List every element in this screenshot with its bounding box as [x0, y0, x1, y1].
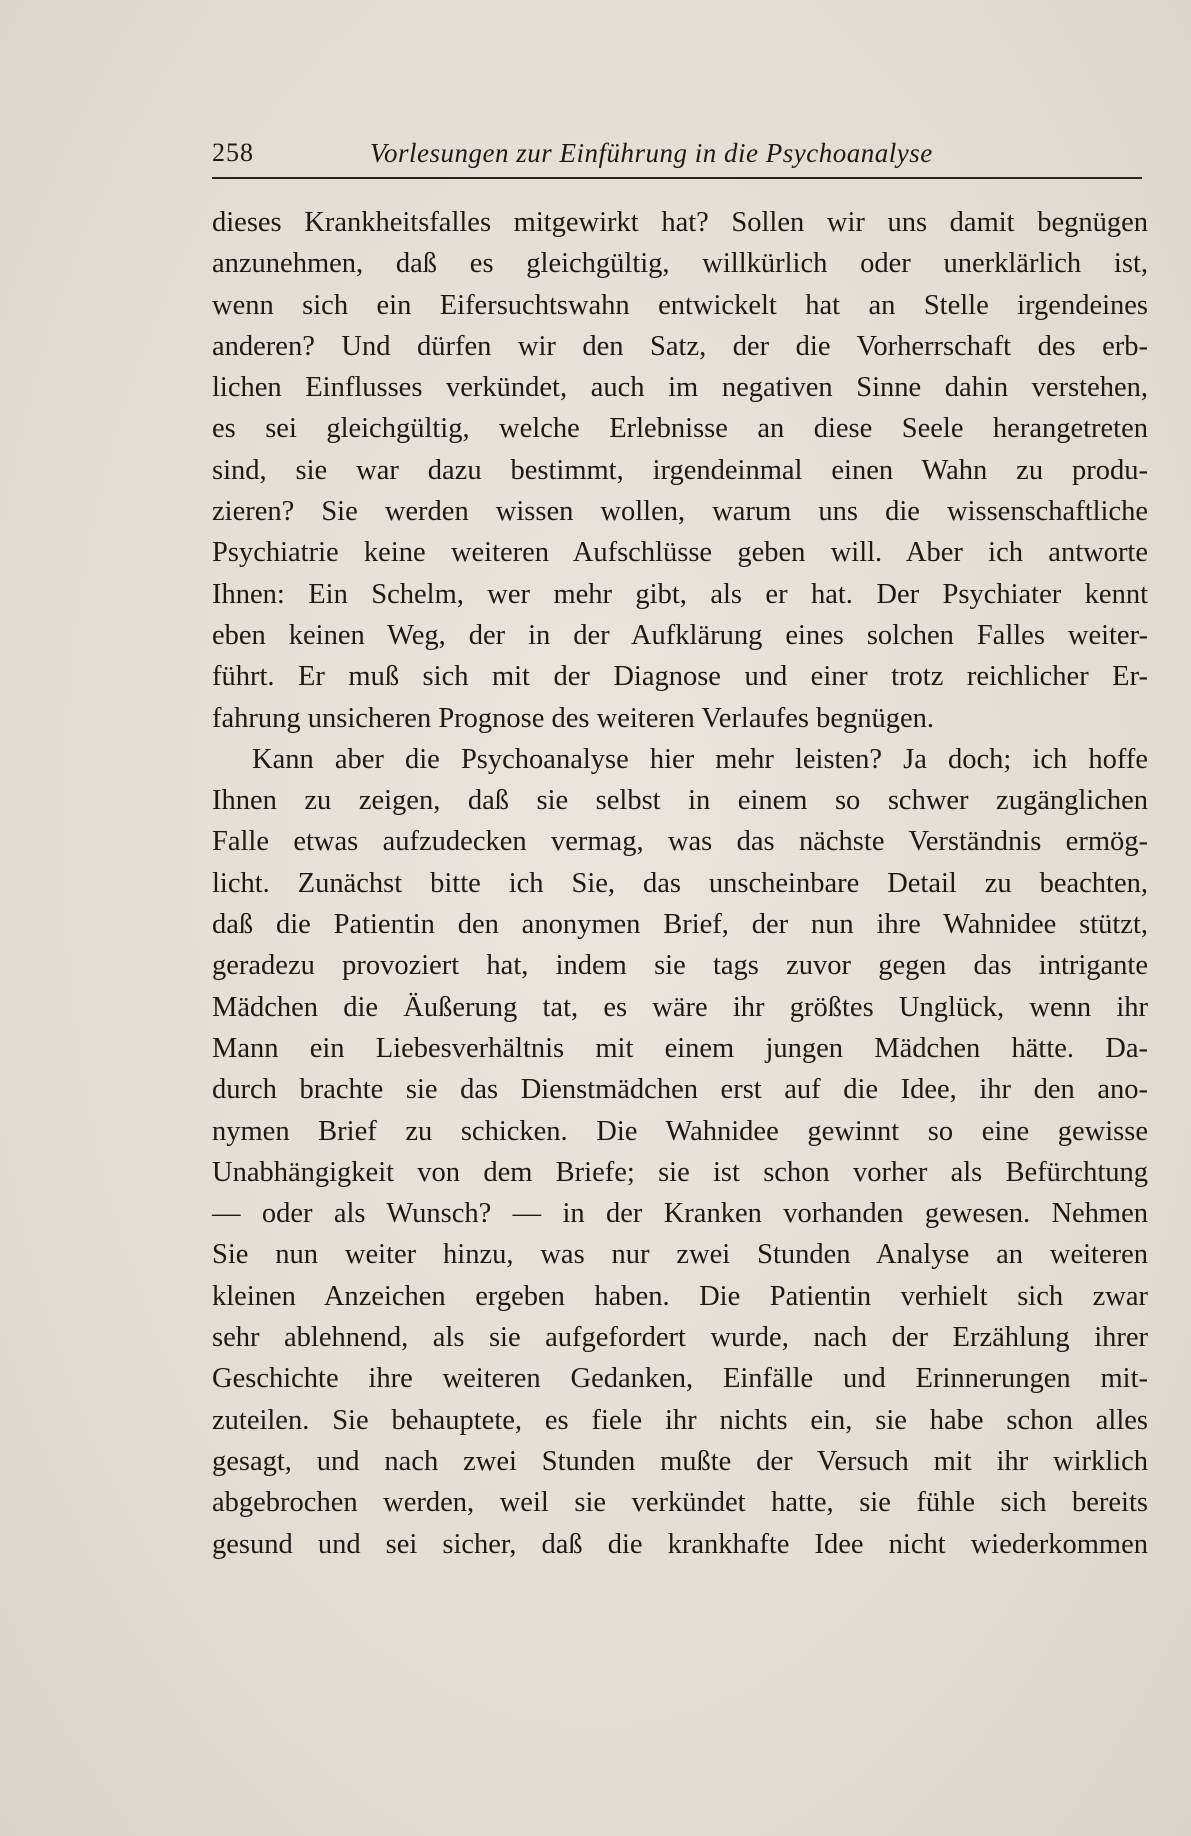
text-line: daß die Patientin den anonymen Brief, der nun ihre Wahnidee stützt, [212, 909, 1148, 941]
text-line: zuteilen. Sie behauptete, es fiele ihr nichts ein, sie habe schon alles [212, 1404, 1148, 1436]
text-line: nymen Brief zu schicken. Die Wahnidee gewinnt so eine gewisse [212, 1115, 1148, 1147]
text-line: abgebrochen werden, weil sie verkündet hatte, sie fühle sich bereits [212, 1487, 1148, 1519]
text-line: eben keinen Weg, der in der Aufklärung eines solchen Falles weiter- [212, 619, 1148, 651]
text-line: Mann ein Liebesverhältnis mit einem jungen Mädchen hätte. Da- [212, 1032, 1148, 1064]
text-line: kleinen Anzeichen ergeben haben. Die Patientin verhielt sich zwar [212, 1280, 1148, 1312]
text-line: Psychiatrie keine weiteren Aufschlüsse geben will. Aber ich antworte [212, 537, 1148, 569]
text-line: licht. Zunächst bitte ich Sie, das unscheinbare Detail zu beachten, [212, 867, 1148, 899]
header-rule [212, 177, 1142, 179]
text-line: Unabhängigkeit von dem Briefe; sie ist schon vorher als Befürchtung [212, 1156, 1148, 1188]
page-header [212, 138, 1142, 178]
text-line: führt. Er muß sich mit der Diagnose und einer trotz reichlicher Er- [212, 661, 1148, 693]
text-line: Ihnen: Ein Schelm, wer mehr gibt, als er hat. Der Psychiater kennt [212, 578, 1148, 610]
text-line: Sie nun weiter hinzu, was nur zwei Stunden Analyse an weiteren [212, 1239, 1148, 1271]
text-line: gesagt, und nach zwei Stunden mußte der Versuch mit ihr wirklich [212, 1445, 1148, 1477]
text-line: gesund und sei sicher, daß die krankhafte Idee nicht wiederkommen [212, 1528, 1148, 1560]
text-line: Mädchen die Äußerung tat, es wäre ihr größtes Unglück, wenn ihr [212, 991, 1148, 1023]
text-line: dieses Krankheitsfalles mitgewirkt hat? Sollen wir uns damit begnügen [212, 207, 1148, 238]
text-line: Ihnen zu zeigen, daß sie selbst in einem so schwer zugänglichen [212, 785, 1148, 817]
page-number: 258 [212, 138, 254, 167]
text-line: anzunehmen, daß es gleichgültig, willkürlich oder unerklärlich ist, [212, 248, 1148, 280]
text-line: wenn sich ein Eifersuchtswahn entwickelt hat an Stelle irgendeines [212, 289, 1148, 321]
text-line: sind, sie war dazu bestimmt, irgendeinmal einen Wahn zu produ- [212, 454, 1148, 486]
text-line: zieren? Sie werden wissen wollen, warum uns die wissenschaftliche [212, 496, 1148, 528]
text-line: lichen Einflusses verkündet, auch im negativen Sinne dahin verstehen, [212, 372, 1148, 404]
body-text [212, 202, 1148, 1565]
text-line: durch brachte sie das Dienstmädchen erst auf die Idee, ihr den ano- [212, 1074, 1148, 1106]
text-line: — oder als Wunsch? — in der Kranken vorhanden gewesen. Nehmen [212, 1198, 1148, 1230]
text-line: es sei gleichgültig, welche Erlebnisse an diese Seele herangetreten [212, 413, 1148, 445]
text-line: geradezu provoziert hat, indem sie tags zuvor gegen das intrigante [212, 950, 1148, 982]
running-title: Vorlesungen zur Einführung in die Psychoanalyse [370, 138, 933, 168]
text-line: sehr ablehnend, als sie aufgefordert wurde, nach der Erzählung ihrer [212, 1322, 1148, 1354]
text-line: Falle etwas aufzudecken vermag, was das nächste Verständnis ermög- [212, 826, 1148, 858]
text-line: Kann aber die Psychoanalyse hier mehr leisten? Ja doch; ich hoffe [252, 743, 1148, 775]
text-line: anderen? Und dürfen wir den Satz, der die Vorherrschaft des erb- [212, 330, 1148, 362]
text-line: fahrung unsicheren Prognose des weiteren Verlaufes begnügen. [212, 702, 935, 734]
text-line: Geschichte ihre weiteren Gedanken, Einfälle und Erinnerungen mit- [212, 1363, 1148, 1395]
